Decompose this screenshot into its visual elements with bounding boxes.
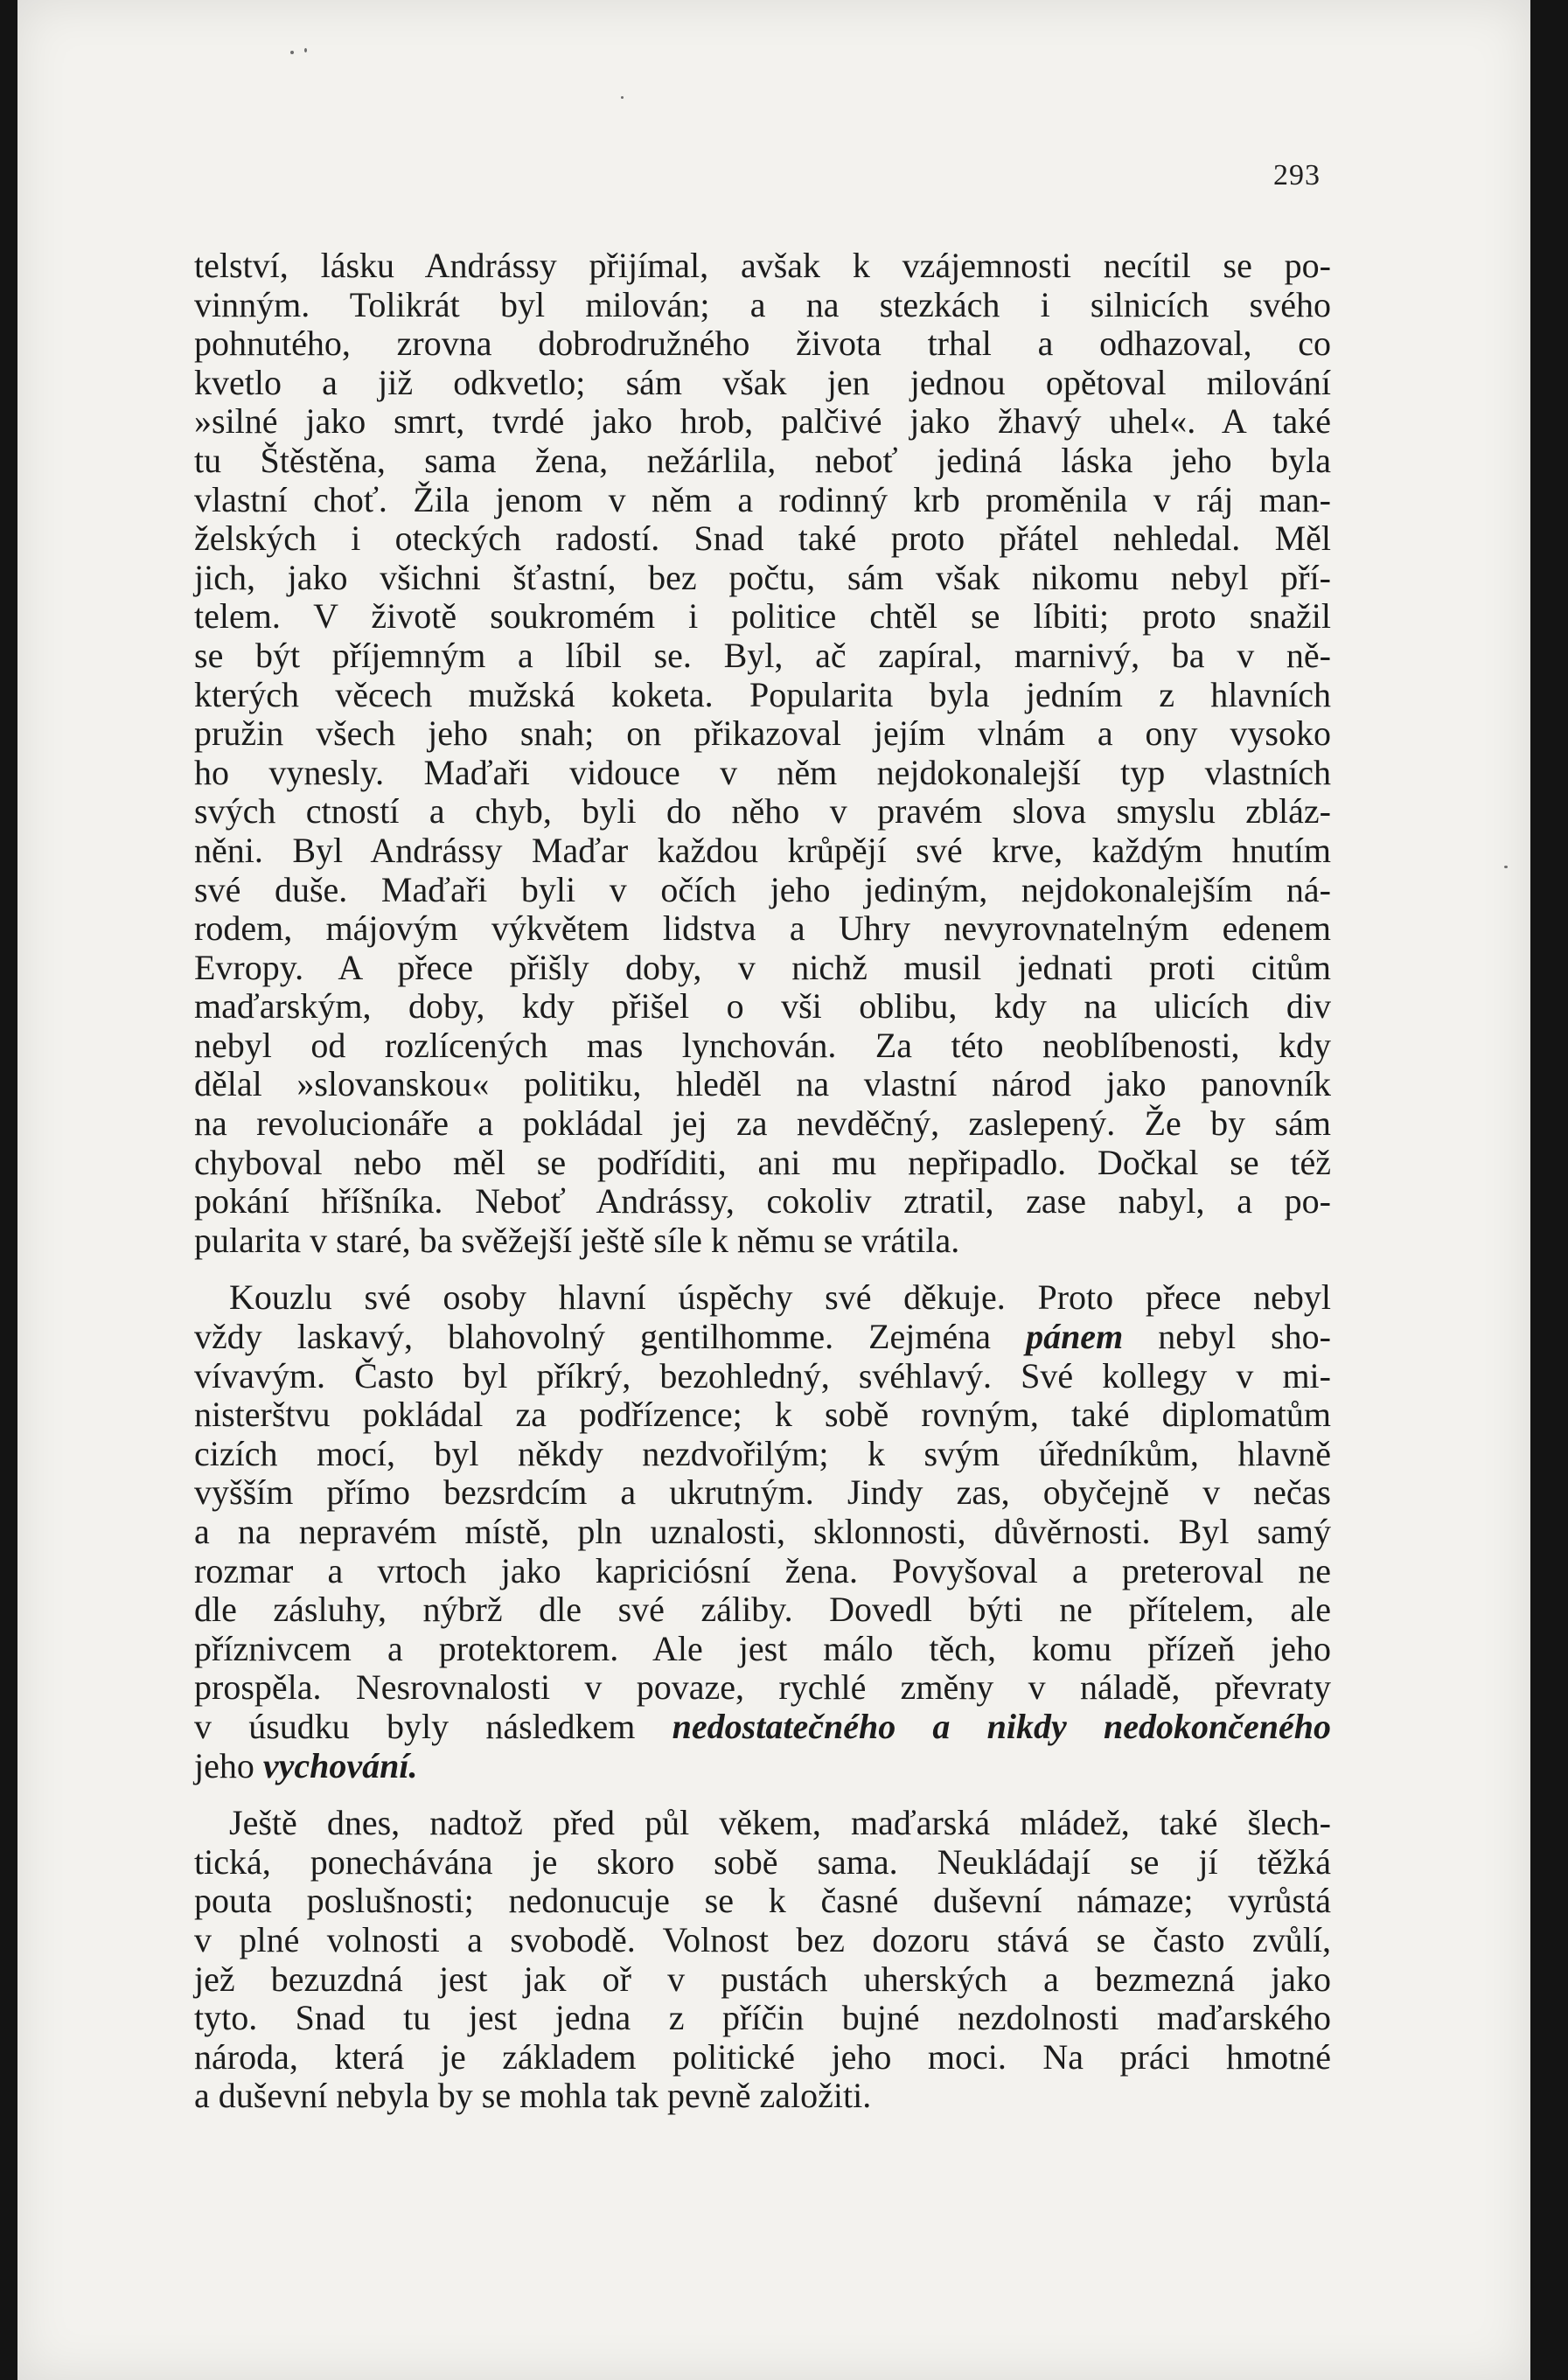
text-line: želských i oteckých radostí. Snad také proto přátel nehledal. Měl (194, 518, 1331, 559)
scan-speck (1504, 866, 1508, 868)
text-run: nebyl sho- (1158, 1317, 1331, 1357)
text-line: nisterštvu pokládal za podřízence; k sobě rovným, také diplomatům (194, 1395, 1331, 1435)
text-line: vlastní choť. Žila jenom v něm a rodinný krb proměnila v ráj man- (194, 479, 1331, 519)
text-run: vždy laskavý, blahovolný gentilhomme. Zejména (194, 1317, 992, 1357)
text-line: tu Štěstěna, sama žena, nežárlila, neboť jediná láska jeho byla (194, 440, 1331, 480)
text-line: a na nepravém místě, pln uznalosti, sklonnosti, důvěrnosti. Byl samý (194, 1512, 1331, 1551)
text-line: na revolucionáře a pokládal jej za nevděčný, zaslepený. Že by sám (194, 1103, 1331, 1144)
text-line: příznivcem a protektorem. Ale jest málo těch, komu přízeň jeho (194, 1628, 1331, 1668)
text-line: maďarským, doby, kdy přišel o vši oblibu, kdy na ulicích div (194, 986, 1331, 1026)
text-line: rozmar a vrtoch jako kapriciósní žena. Povyšoval a preteroval ne (194, 1550, 1331, 1590)
scan-speck (621, 96, 624, 99)
text-line: tyto. Snad tu jest jedna z příčin bujné nezdolnosti maďarského (194, 1998, 1331, 2038)
text-line: tická, ponechávána je skoro sobě sama. Neukládají se jí těžká (194, 1841, 1331, 1882)
text-line: telství, lásku Andrássy přijímal, avšak k vzájemnosti necítil se po- (194, 246, 1331, 285)
paragraph-2 (194, 1278, 1331, 1785)
scan-speck (304, 48, 307, 52)
text-line: vinným. Tolikrát byl milován; a na stezkách i silnicích svého (194, 284, 1331, 324)
text-line: cizích mocí, byl někdy nezdvořilým; k svým úředníkům, hlavně (194, 1433, 1331, 1473)
text-line: národa, která je základem politické jeho moci. Na práci hmotné (194, 2036, 1331, 2077)
text-line: »silné jako smrt, tvrdé jako hrob, palčivé jako žhavý uhel«. A také (194, 401, 1331, 442)
text-line: vyšším přímo bezsrdcím a ukrutným. Jindy zas, obyčejně v nečas (194, 1472, 1331, 1513)
text-line: dělal »slovanskou« politiku, hleděl na vlastní národ jako panovník (194, 1064, 1331, 1104)
text-line: Kouzlu své osoby hlavní úspěchy své děkuje. Proto přece nebyl (229, 1277, 1331, 1318)
text-line: se být příjemným a líbil se. Byl, ač zapíral, marnivý, ba v ně- (194, 635, 1331, 675)
text-line: Ještě dnes, nadtož před půl věkem, maďarská mládež, také šlech- (229, 1803, 1331, 1843)
text-line: v plné volnosti a svobodě. Volnost bez dozoru stává se často zvůlí, (194, 1919, 1331, 1959)
text-line: chyboval nebo měl se podříditi, ani mu nepřipadlo. Dočkal se též (194, 1142, 1331, 1182)
text-line: pouta poslušnosti; nedonucuje se k časné duševní námaze; vyrůstá (194, 1881, 1331, 1921)
text-line (194, 1747, 1331, 1786)
text-line (194, 1708, 1331, 1747)
text-line: telem. V životě soukromém i politice chtěl se líbiti; proto snažil (194, 596, 1331, 637)
page-number: 293 (1273, 159, 1321, 191)
text-line: pohnutého, zrovna dobrodružného života trhal a odhazoval, co (194, 324, 1331, 364)
text-line: kterých věcech mužská koketa. Popularita byla jedním z hlavních (194, 674, 1331, 714)
text-line: pularita v staré, ba svěžejší ještě síle k němu se vrátila. (194, 1220, 960, 1260)
text-line: nebyl od rozlícených mas lynchován. Za této neoblíbenosti, kdy (194, 1025, 1331, 1065)
emphasized-text: vychování. (262, 1745, 418, 1785)
paragraph-3 (194, 1804, 1331, 2116)
paragraph-1 (194, 247, 1331, 1260)
text-line: svých ctností a chyb, byli do něho v pravém slova smyslu zbláz- (194, 791, 1331, 832)
text-line: své duše. Maďaři byli v očích jeho jediným, nejdokonalejším ná- (194, 869, 1331, 909)
text-line: kvetlo a již odkvetlo; sám však jen jednou opětoval milování (194, 362, 1331, 402)
text-line: jež bezuzdná jest jak oř v pustách uherských a bezmezná jako (194, 1959, 1331, 1999)
text-run: v úsudku byly následkem (194, 1706, 636, 1746)
text-line: a duševní nebyla by se mohla tak pevně založiti. (194, 2076, 872, 2116)
text-line: prospěla. Nesrovnalosti v povaze, rychlé změny v náladě, převraty (194, 1667, 1331, 1708)
text-line: Evropy. A přece přišly doby, v nichž musil jednati proti citům (194, 947, 1331, 987)
text-line: rodem, májovým výkvětem lidstva a Uhry nevyrovnatelným edenem (194, 908, 1331, 949)
scan-speck (290, 51, 294, 54)
text-line (194, 1318, 1331, 1357)
text-run: jeho (194, 1745, 254, 1785)
text-line: něni. Byl Andrássy Maďar každou krůpějí své krve, každým hnutím (194, 830, 1331, 870)
scanned-book-page (17, 0, 1530, 2380)
text-line: dle zásluhy, nýbrž dle své záliby. Dovedl býti ne přítelem, ale (194, 1590, 1331, 1630)
text-line: pružin všech jeho snah; on přikazoval jejím vlnám a ony vysoko (194, 713, 1331, 754)
body-text (194, 247, 1331, 2116)
text-line: jich, jako všichni šťastní, bez počtu, sám však nikomu nebyl pří- (194, 557, 1331, 597)
text-line: pokání hříšníka. Neboť Andrássy, cokoliv ztratil, zase nabyl, a po- (194, 1181, 1331, 1221)
emphasized-text: pánem (1026, 1317, 1124, 1357)
text-line: ho vynesly. Maďaři vidouce v něm nejdokonalejší typ vlastních (194, 752, 1331, 792)
text-line: vívavým. Často byl příkrý, bezohledný, svéhlavý. Své kollegy v mi- (194, 1355, 1331, 1395)
emphasized-text: nedostatečného a nikdy nedokončeného (672, 1706, 1331, 1746)
